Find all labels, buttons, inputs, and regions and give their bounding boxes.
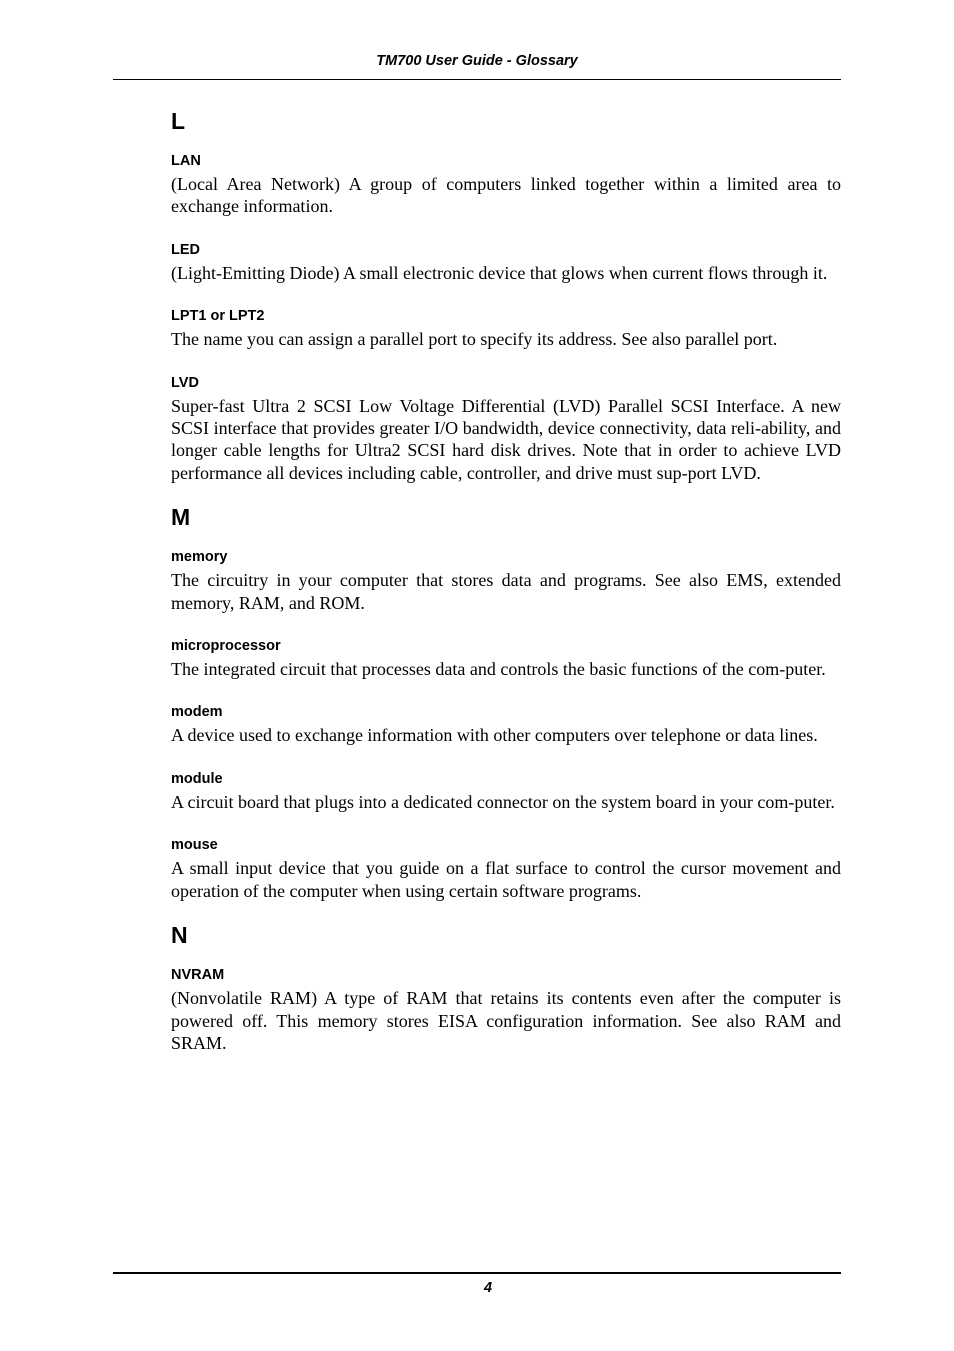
- term-definition: The integrated circuit that processes data and controls the basic functions of the com-puter.: [171, 659, 826, 680]
- footer-rule: [113, 1272, 841, 1274]
- glossary-section-m: [171, 503, 841, 902]
- term-definition: (Light-Emitting Diode) A small electronic device that glows when current flows through it.: [171, 262, 828, 283]
- page-number: 4: [483, 1280, 493, 1296]
- term-name: NVRAM: [171, 967, 225, 984]
- glossary-term: [171, 769, 841, 813]
- glossary-term: [171, 151, 841, 218]
- glossary-term: [171, 547, 841, 614]
- term-definition: (Nonvolatile RAM) A type of RAM that retains its contents even after the computer is powered off. This memory stores EISA configuration information. See also RAM and SRAM.: [171, 988, 841, 1053]
- glossary-term: [171, 702, 841, 746]
- page-header: TM700 User Guide - Glossary: [376, 53, 578, 69]
- term-definition: (Local Area Network) A group of computers linked together within a limited area to exchange information.: [171, 174, 841, 217]
- glossary-term: [171, 636, 841, 680]
- term-name: microprocessor: [171, 638, 281, 655]
- section-letter-heading: N: [171, 922, 188, 949]
- header-rule: [113, 79, 841, 80]
- glossary-section-l: [171, 107, 841, 484]
- term-definition: A device used to exchange information with other computers over telephone or data lines.: [171, 725, 818, 746]
- glossary-term: [171, 965, 841, 1054]
- term-name: mouse: [171, 837, 218, 854]
- glossary-term: [171, 835, 841, 902]
- term-name: LAN: [171, 153, 201, 169]
- term-name: LED: [171, 241, 200, 258]
- glossary-term: [171, 240, 841, 284]
- section-letter-heading: M: [171, 504, 191, 531]
- term-name: modem: [171, 704, 223, 721]
- term-definition: The circuitry in your computer that stores data and programs. See also EMS, extended memory, RAM, and ROM.: [171, 570, 841, 613]
- term-name: LVD: [171, 374, 199, 391]
- term-name: LPT1 or LPT2: [171, 308, 265, 325]
- glossary-term: [171, 373, 841, 485]
- glossary-section-n: [171, 921, 841, 1054]
- term-definition: A small input device that you guide on a flat surface to control the cursor movement and operation of the computer when using certain software programs.: [171, 858, 841, 901]
- term-name: memory: [171, 549, 228, 566]
- section-letter-heading: L: [171, 108, 186, 134]
- term-definition: The name you can assign a parallel port to specify its address. See also parallel port.: [171, 329, 778, 350]
- term-name: module: [171, 770, 223, 787]
- term-definition: Super-fast Ultra 2 SCSI Low Voltage Differential (LVD) Parallel SCSI Interface. A new SCSI interface that provides greater I/O bandwidth, device connectivity, data reli-ability, and longer cable lengths for Ultra2 SCSI hard disk drives. Note that in order to achieve LVD performance all devices including cable, controller, and drive must sup-port LVD.: [171, 395, 841, 483]
- glossary-term: [171, 306, 841, 350]
- glossary-content: [171, 107, 841, 1073]
- term-definition: A circuit board that plugs into a dedicated connector on the system board in your com-puter.: [171, 791, 835, 812]
